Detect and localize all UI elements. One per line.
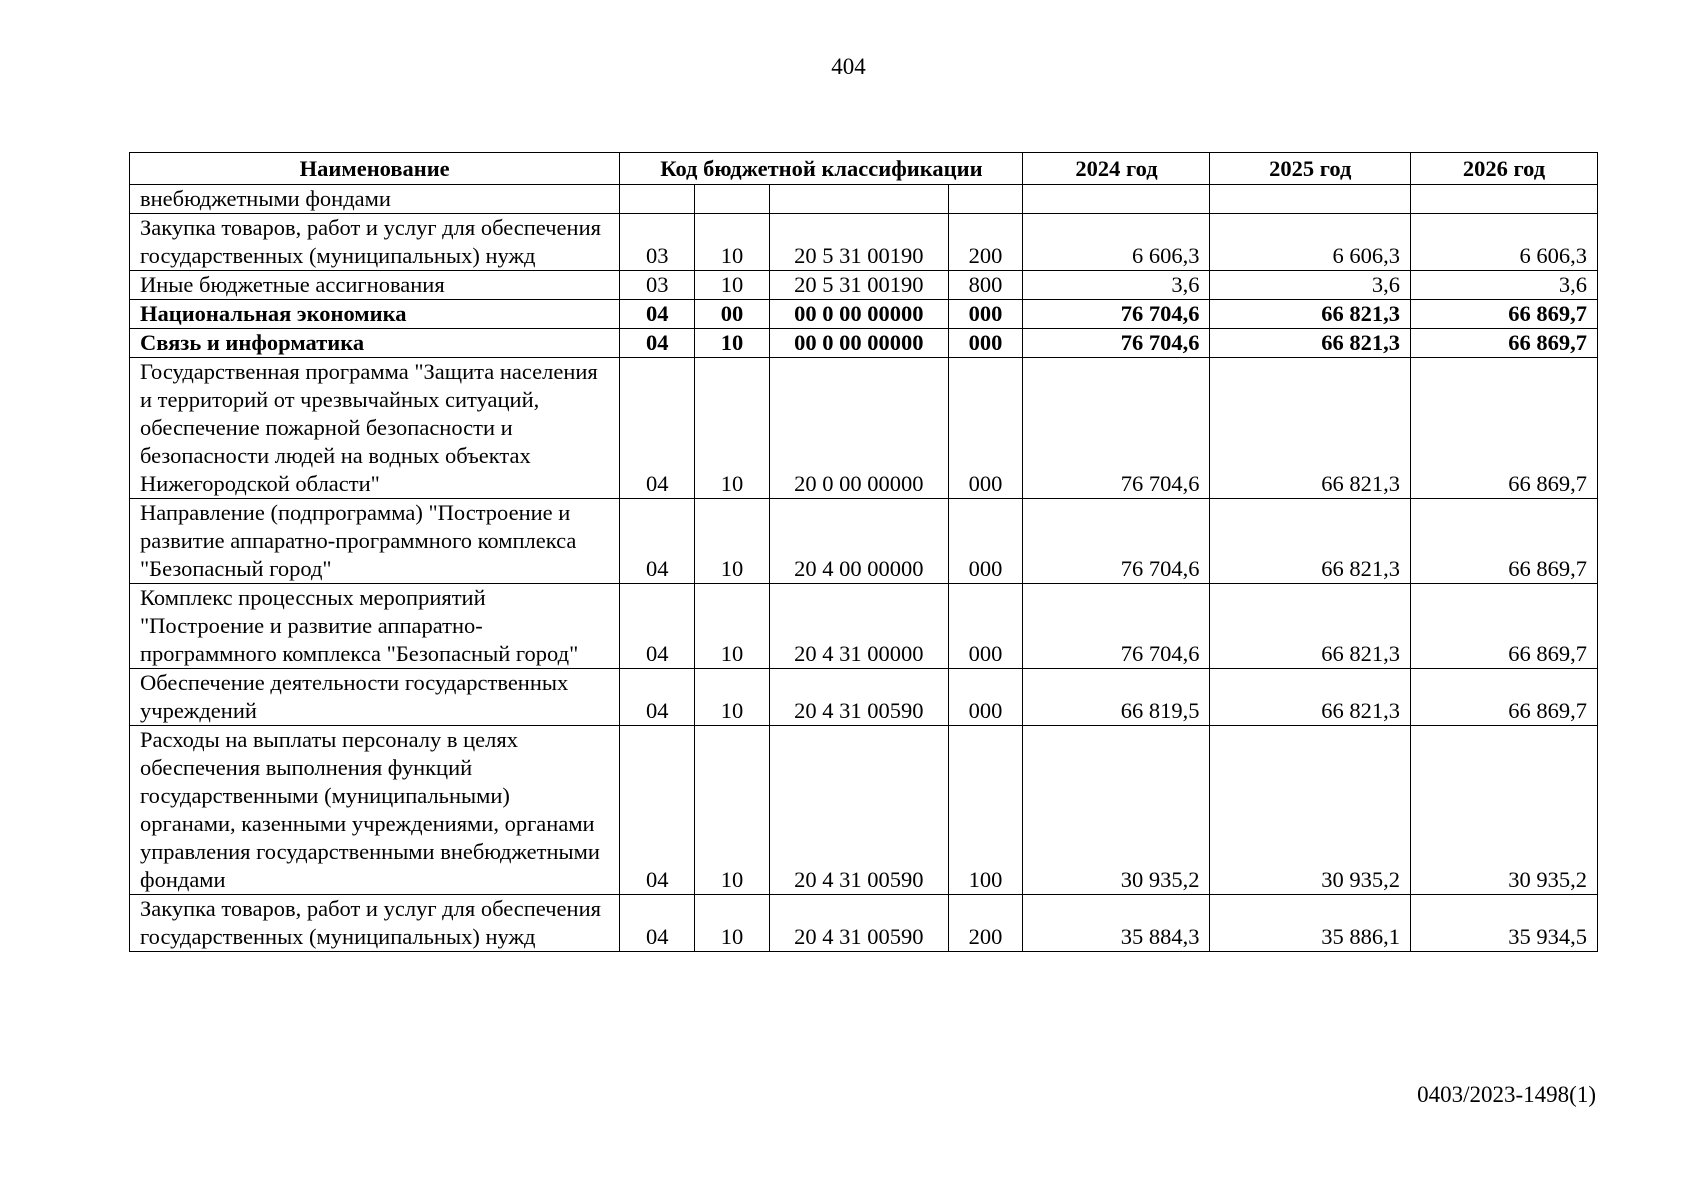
row-name-cell: Национальная экономика [130,300,620,329]
amount-2025-cell: 66 821,3 [1210,669,1411,726]
amount-2025-cell: 6 606,3 [1210,214,1411,271]
section-code-cell: 04 [620,669,695,726]
subsection-code-cell [695,185,770,214]
amount-2024-cell: 76 704,6 [1023,358,1210,499]
amount-2026-cell: 66 869,7 [1410,669,1597,726]
target-article-code-cell: 20 0 00 00000 [769,358,948,499]
amount-2026-cell: 35 934,5 [1410,895,1597,952]
section-code-cell: 03 [620,271,695,300]
expense-type-code-cell: 800 [948,271,1023,300]
budget-table [129,152,1598,952]
table-row [130,726,1598,895]
amount-2025-cell: 66 821,3 [1210,499,1411,584]
expense-type-code-cell: 000 [948,358,1023,499]
amount-2025-cell: 66 821,3 [1210,358,1411,499]
amount-2025-cell: 66 821,3 [1210,300,1411,329]
amount-2024-cell: 76 704,6 [1023,329,1210,358]
expense-type-code-cell: 000 [948,300,1023,329]
expense-type-code-cell [948,185,1023,214]
table-row [130,329,1598,358]
table-row [130,300,1598,329]
row-name-cell: Комплекс процессных мероприятий "Построение и развитие аппаратно-программного комплекса "Безопасный город" [130,584,620,669]
row-name-cell: Обеспечение деятельности государственных учреждений [130,669,620,726]
subsection-code-cell: 10 [695,499,770,584]
amount-2026-cell: 66 869,7 [1410,329,1597,358]
subsection-code-cell: 10 [695,726,770,895]
amount-2024-cell [1023,185,1210,214]
amount-2026-cell: 30 935,2 [1410,726,1597,895]
amount-2026-cell [1410,185,1597,214]
amount-2026-cell: 66 869,7 [1410,300,1597,329]
amount-2025-cell: 66 821,3 [1210,584,1411,669]
row-name-cell: Связь и информатика [130,329,620,358]
subsection-code-cell: 10 [695,895,770,952]
table-row [130,895,1598,952]
row-name-cell: Закупка товаров, работ и услуг для обеспечения государственных (муниципальных) нужд [130,895,620,952]
amount-2025-cell: 3,6 [1210,271,1411,300]
section-code-cell: 04 [620,726,695,895]
target-article-code-cell: 20 5 31 00190 [769,271,948,300]
header-code: Код бюджетной классификации [620,153,1023,185]
table-row [130,185,1598,214]
table-row [130,271,1598,300]
target-article-code-cell: 20 4 31 00590 [769,895,948,952]
header-2025: 2025 год [1210,153,1411,185]
row-name-cell: Государственная программа "Защита населения и территорий от чрезвычайных ситуаций, обеспечение пожарной безопасности и безопасности людей на водных объектах Нижегородской области" [130,358,620,499]
subsection-code-cell: 10 [695,214,770,271]
amount-2024-cell: 76 704,6 [1023,584,1210,669]
row-name-cell: Закупка товаров, работ и услуг для обеспечения государственных (муниципальных) нужд [130,214,620,271]
row-name-cell: Иные бюджетные ассигнования [130,271,620,300]
target-article-code-cell [769,185,948,214]
target-article-code-cell: 20 4 31 00000 [769,584,948,669]
amount-2026-cell: 3,6 [1410,271,1597,300]
section-code-cell: 04 [620,895,695,952]
row-name-cell: Расходы на выплаты персоналу в целях обеспечения выполнения функций государственными (муниципальными) органами, казенными учреждениями, органами управления государственными внебюджетными фондами [130,726,620,895]
amount-2024-cell: 30 935,2 [1023,726,1210,895]
expense-type-code-cell: 000 [948,499,1023,584]
amount-2026-cell: 66 869,7 [1410,499,1597,584]
amount-2024-cell: 76 704,6 [1023,300,1210,329]
section-code-cell: 04 [620,329,695,358]
amount-2024-cell: 6 606,3 [1023,214,1210,271]
table-row [130,499,1598,584]
section-code-cell: 04 [620,358,695,499]
amount-2025-cell: 66 821,3 [1210,329,1411,358]
amount-2025-cell: 30 935,2 [1210,726,1411,895]
target-article-code-cell: 20 5 31 00190 [769,214,948,271]
header-2026: 2026 год [1410,153,1597,185]
row-name-cell: Направление (подпрограмма) "Построение и развитие аппаратно-программного комплекса "Безопасный город" [130,499,620,584]
row-name-cell: внебюджетными фондами [130,185,620,214]
subsection-code-cell: 10 [695,669,770,726]
expense-type-code-cell: 200 [948,214,1023,271]
table-body [130,185,1598,952]
table-row [130,358,1598,499]
amount-2024-cell: 3,6 [1023,271,1210,300]
table-row [130,584,1598,669]
amount-2024-cell: 66 819,5 [1023,669,1210,726]
expense-type-code-cell: 100 [948,726,1023,895]
header-name: Наименование [130,153,620,185]
section-code-cell: 04 [620,300,695,329]
target-article-code-cell: 00 0 00 00000 [769,300,948,329]
section-code-cell: 04 [620,499,695,584]
target-article-code-cell: 20 4 31 00590 [769,726,948,895]
amount-2025-cell: 35 886,1 [1210,895,1411,952]
header-row [130,153,1598,185]
expense-type-code-cell: 000 [948,329,1023,358]
subsection-code-cell: 10 [695,584,770,669]
section-code-cell: 03 [620,214,695,271]
expense-type-code-cell: 200 [948,895,1023,952]
amount-2024-cell: 76 704,6 [1023,499,1210,584]
section-code-cell: 04 [620,584,695,669]
expense-type-code-cell: 000 [948,669,1023,726]
header-2024: 2024 год [1023,153,1210,185]
target-article-code-cell: 20 4 31 00590 [769,669,948,726]
subsection-code-cell: 10 [695,358,770,499]
amount-2026-cell: 6 606,3 [1410,214,1597,271]
amount-2024-cell: 35 884,3 [1023,895,1210,952]
document-id: 0403/2023-1498(1) [1417,1082,1596,1107]
subsection-code-cell: 00 [695,300,770,329]
amount-2026-cell: 66 869,7 [1410,358,1597,499]
subsection-code-cell: 10 [695,329,770,358]
table-row [130,214,1598,271]
section-code-cell [620,185,695,214]
amount-2025-cell [1210,185,1411,214]
amount-2026-cell: 66 869,7 [1410,584,1597,669]
table-row [130,669,1598,726]
target-article-code-cell: 20 4 00 00000 [769,499,948,584]
page-number: 404 [831,54,866,79]
subsection-code-cell: 10 [695,271,770,300]
target-article-code-cell: 00 0 00 00000 [769,329,948,358]
expense-type-code-cell: 000 [948,584,1023,669]
